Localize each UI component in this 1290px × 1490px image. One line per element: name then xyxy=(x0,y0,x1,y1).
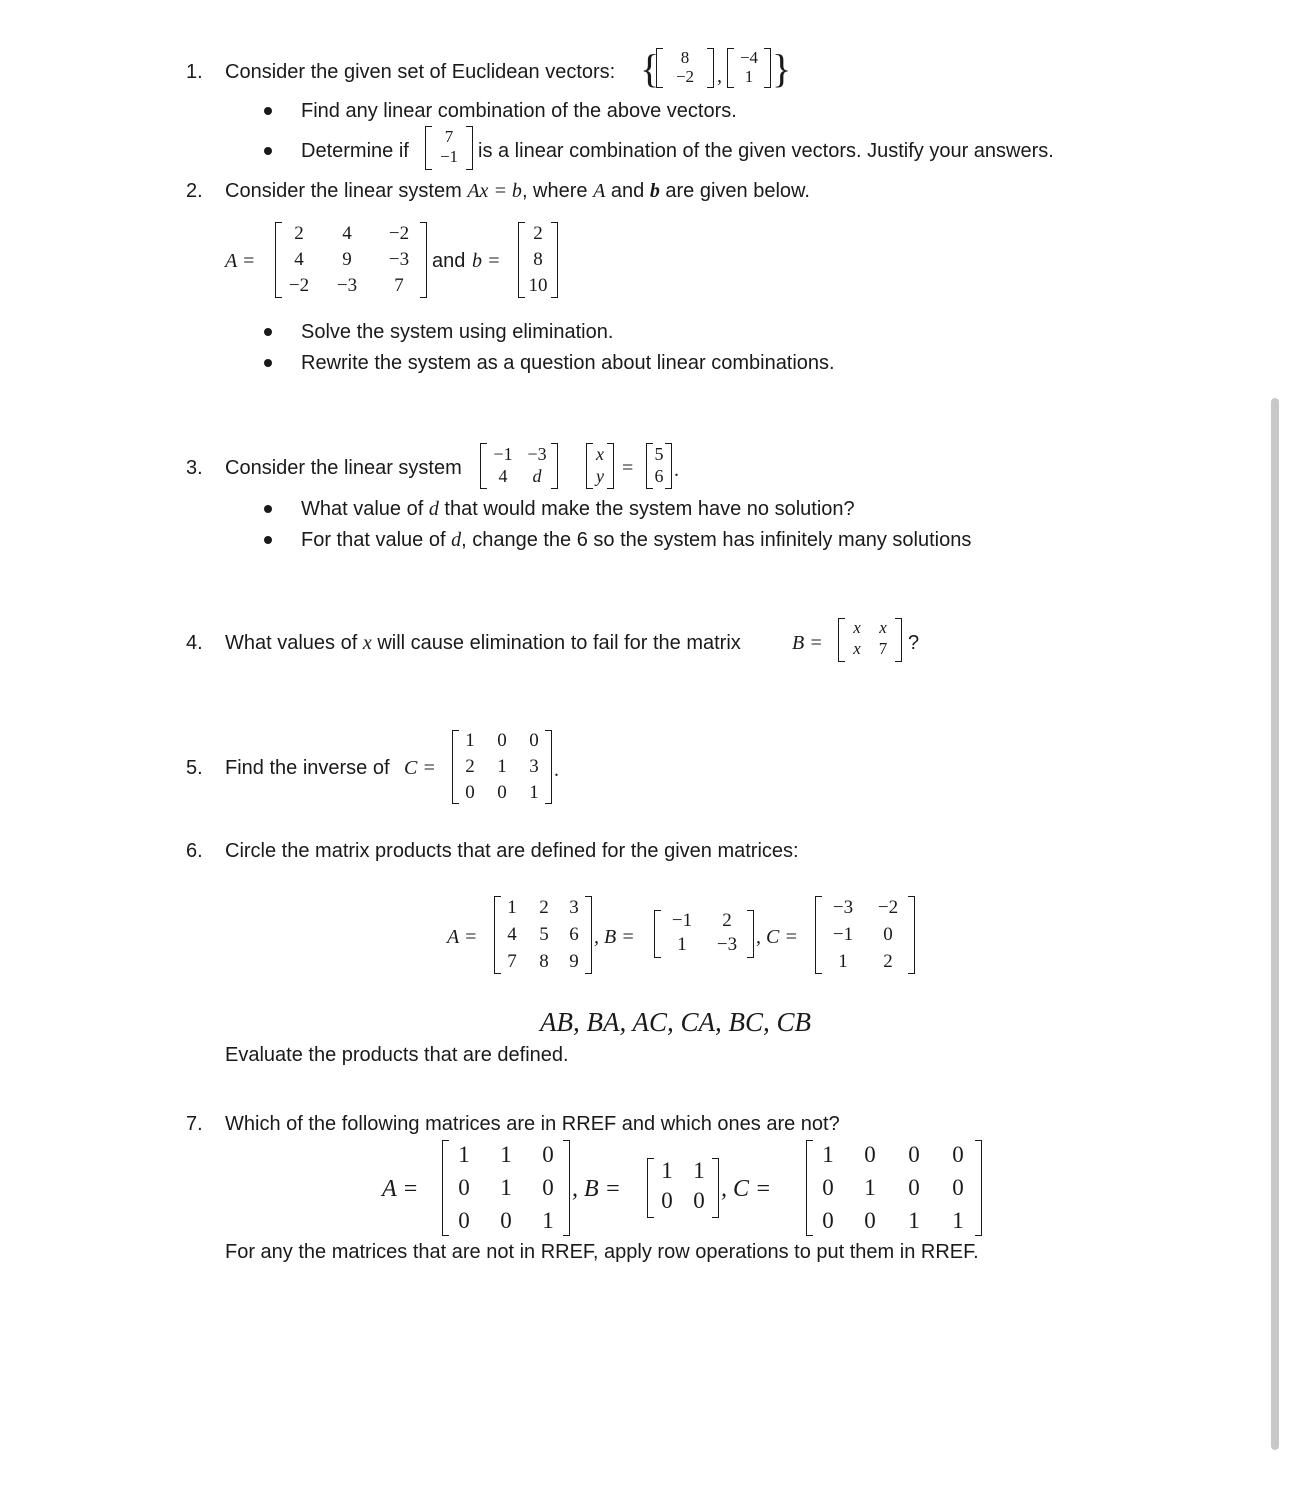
q7-A-cell: 0 xyxy=(458,1175,470,1200)
q6-A-cell: 3 xyxy=(569,897,579,918)
q1-bullet-2-post: is a linear combination of the given vectors. Justify your answers. xyxy=(478,140,1054,162)
q2-equation: Ax = b xyxy=(467,180,522,202)
q5-C-label: C = xyxy=(404,757,436,779)
q1-v2-cell: −4 xyxy=(739,48,759,67)
q1-v3-cell: 7 xyxy=(444,127,454,146)
q3-b2-a: For that value of xyxy=(301,529,446,551)
q2-b-cell: 8 xyxy=(533,249,543,270)
q2-text-2: , where xyxy=(521,180,588,202)
q7-B-cell: 0 xyxy=(693,1188,705,1213)
q1-bullet-2-pre: Determine if xyxy=(301,140,409,162)
q6-matrix-B xyxy=(654,910,754,958)
q1-v3-cell: −1 xyxy=(439,147,459,166)
q2-A-cell: −2 xyxy=(288,275,310,296)
q2-A-label: A = xyxy=(225,250,256,272)
q7-C-label: , C = xyxy=(721,1176,772,1202)
q2-text-3: are given below. xyxy=(665,180,810,202)
q4-number: 4. xyxy=(186,632,203,654)
q1-vector-3 xyxy=(425,126,473,170)
q7-A-label: A = xyxy=(382,1176,419,1202)
q3-text: Consider the linear system xyxy=(225,457,462,479)
q1-open-brace: { xyxy=(640,46,660,91)
q6-B-label: , B = xyxy=(594,926,635,948)
q3-b2-b: , change the 6 so the system has infinitely many solutions xyxy=(461,529,972,551)
q7-C-cell: 1 xyxy=(822,1142,834,1167)
q2-A-cell: 7 xyxy=(394,275,404,296)
q2-b-cell: 10 xyxy=(528,275,548,296)
q7-A-cell: 1 xyxy=(542,1208,554,1233)
q6-A-cell: 5 xyxy=(539,924,549,945)
q4-question-mark: ? xyxy=(908,632,920,654)
q4-B-cell: x xyxy=(853,639,861,658)
q6-matrix-A xyxy=(494,896,592,974)
q5-text: Find the inverse of xyxy=(225,757,390,779)
q7-A-cell: 0 xyxy=(542,1175,554,1200)
q4-text-2: will cause elimination to fail for the matrix xyxy=(377,632,741,654)
q6-evaluate: Evaluate the products that are defined. xyxy=(225,1044,569,1066)
q5-period: . xyxy=(554,759,559,781)
q3-M-cell: −1 xyxy=(493,444,513,464)
q7-A-cell: 0 xyxy=(458,1208,470,1233)
q6-A-cell: 8 xyxy=(539,951,549,972)
q1-v2-cell: 1 xyxy=(744,67,754,86)
q3-vector-X xyxy=(586,443,614,489)
q6-A-label: A = xyxy=(447,926,478,948)
bullet-icon xyxy=(264,505,272,513)
q2-matrix-A xyxy=(275,222,427,298)
q3-b1-b: that would make the system have no solution? xyxy=(444,498,855,520)
bullet-icon xyxy=(264,147,272,155)
q7-matrix-B xyxy=(647,1158,719,1218)
q1-vector-1 xyxy=(656,48,714,88)
q4-text-1: What values of xyxy=(225,632,358,654)
q6-B-cell: −3 xyxy=(716,934,738,955)
q3-X-cell: y xyxy=(596,466,604,486)
q6-C-label: , C = xyxy=(756,926,798,948)
bullet-icon xyxy=(264,328,272,336)
q2-A-cell: 9 xyxy=(342,249,352,270)
q4-B-cell: x xyxy=(853,618,861,637)
q6-C-cell: −2 xyxy=(877,897,899,918)
q3-b2-d: d xyxy=(451,529,462,551)
q7-A-cell: 1 xyxy=(458,1142,470,1167)
q3-M-cell: 4 xyxy=(498,466,508,486)
q3-R-cell: 6 xyxy=(654,466,664,486)
q3-equals: = xyxy=(622,457,634,479)
q6-C-cell: −1 xyxy=(832,924,854,945)
q5-C-cell: 1 xyxy=(529,782,539,803)
q1-bullet-1: Find any linear combination of the above vectors. xyxy=(301,100,737,122)
q7-B-label: , B = xyxy=(572,1176,621,1202)
q3-bullet-1 xyxy=(301,497,855,521)
q7-C-cell: 0 xyxy=(908,1175,920,1200)
q3-vector-R xyxy=(646,443,672,489)
q7-A-cell: 1 xyxy=(500,1175,512,1200)
q2-b-label: b = xyxy=(472,250,501,272)
q6-A-cell: 7 xyxy=(507,951,517,972)
vertical-scrollbar[interactable] xyxy=(1271,398,1279,1450)
q7-C-cell: 0 xyxy=(908,1142,920,1167)
q7-C-cell: 0 xyxy=(864,1142,876,1167)
q7-B-cell: 0 xyxy=(661,1188,673,1213)
q6-products: AB, BA, AC, CA, BC, CB xyxy=(540,1007,811,1037)
q2-vector-b xyxy=(518,222,558,298)
q7-C-cell: 1 xyxy=(908,1208,920,1233)
q2-bullet-1: Solve the system using elimination. xyxy=(301,321,614,343)
bullet-icon xyxy=(264,536,272,544)
q6-A-cell: 2 xyxy=(539,897,549,918)
q2-A-cell: −3 xyxy=(388,249,410,270)
q7-A-cell: 0 xyxy=(542,1142,554,1167)
q3-b1-d: d xyxy=(428,498,439,520)
q7-C-cell: 0 xyxy=(822,1175,834,1200)
q7-text: Which of the following matrices are in RREF and which ones are not? xyxy=(225,1113,840,1135)
q7-C-cell: 0 xyxy=(952,1175,964,1200)
q7-footer: For any the matrices that are not in RREF, apply row operations to put them in RREF. xyxy=(225,1241,979,1263)
q7-B-cell: 1 xyxy=(693,1158,705,1183)
q3-b1-a: What value of xyxy=(301,498,424,520)
q3-M-cell: d xyxy=(532,466,542,486)
q2-number: 2. xyxy=(186,180,203,202)
q7-C-cell: 0 xyxy=(864,1208,876,1233)
q6-A-cell: 1 xyxy=(507,897,517,918)
q6-C-cell: 0 xyxy=(883,924,893,945)
q1-vector-2 xyxy=(727,48,771,88)
q4-B-cell: 7 xyxy=(878,639,888,658)
q2-A-cell: 4 xyxy=(294,249,304,270)
q2-A-symbol: A xyxy=(593,180,606,202)
q6-C-cell: 1 xyxy=(838,951,848,972)
q3-matrix-M xyxy=(480,443,558,489)
q5-number: 5. xyxy=(186,757,203,779)
q2-A-cell: 4 xyxy=(342,223,352,244)
q3-bullet-2 xyxy=(301,528,971,552)
q5-C-cell: 0 xyxy=(497,730,507,751)
q1-comma: , xyxy=(717,65,722,87)
q7-C-cell: 0 xyxy=(952,1142,964,1167)
q6-A-cell: 6 xyxy=(569,924,579,945)
q7-matrix-A xyxy=(442,1140,570,1236)
q2-b-cell: 2 xyxy=(533,223,543,244)
q5-C-cell: 1 xyxy=(465,730,475,751)
q3-R-cell: 5 xyxy=(654,444,664,464)
q2-and-mid: and xyxy=(432,250,466,272)
q6-matrix-C xyxy=(815,896,915,974)
q7-A-cell: 0 xyxy=(500,1208,512,1233)
q6-A-cell: 9 xyxy=(569,951,579,972)
q1-v1-cell: −2 xyxy=(675,67,695,86)
q2-A-cell: −2 xyxy=(388,223,410,244)
q2-text-1: Consider the linear system xyxy=(225,180,462,202)
q1-text: Consider the given set of Euclidean vectors: xyxy=(225,61,616,83)
bullet-icon xyxy=(264,107,272,115)
q6-text: Circle the matrix products that are defined for the given matrices: xyxy=(225,840,799,862)
q5-C-cell: 3 xyxy=(529,756,539,777)
q6-B-cell: −1 xyxy=(671,910,693,931)
q5-C-cell: 2 xyxy=(465,756,475,777)
q7-C-cell: 1 xyxy=(952,1208,964,1233)
q6-C-cell: −3 xyxy=(832,897,854,918)
q4-x: x xyxy=(362,632,372,654)
q3-X-cell: x xyxy=(596,444,604,464)
q7-matrix-C xyxy=(806,1140,982,1236)
q6-number: 6. xyxy=(186,840,203,862)
q6-B-cell: 2 xyxy=(722,910,732,931)
q2-A-cell: 2 xyxy=(294,223,304,244)
q5-matrix-C xyxy=(452,730,552,804)
q2-and: and xyxy=(610,180,645,202)
q1-v1-cell: 8 xyxy=(680,48,690,67)
q2-A-cell: −3 xyxy=(336,275,358,296)
q3-number: 3. xyxy=(186,457,203,479)
q6-A-cell: 4 xyxy=(507,924,517,945)
q5-C-cell: 0 xyxy=(497,782,507,803)
q7-number: 7. xyxy=(186,1113,203,1135)
q2-bullet-2: Rewrite the system as a question about linear combinations. xyxy=(301,352,835,374)
q1-number: 1. xyxy=(186,61,203,83)
q7-A-cell: 1 xyxy=(500,1142,512,1167)
q7-C-cell: 0 xyxy=(822,1208,834,1233)
q1-close-brace: } xyxy=(772,46,792,91)
q4-line xyxy=(225,631,741,655)
q3-period: . xyxy=(674,459,679,481)
q5-C-cell: 1 xyxy=(497,756,507,777)
q6-B-cell: 1 xyxy=(677,934,687,955)
q2-b-symbol: b xyxy=(649,180,660,202)
q4-matrix-B xyxy=(838,618,902,662)
q5-C-cell: 0 xyxy=(529,730,539,751)
q5-C-cell: 0 xyxy=(465,782,475,803)
q3-M-cell: −3 xyxy=(527,444,547,464)
q6-C-cell: 2 xyxy=(883,951,893,972)
q7-B-cell: 1 xyxy=(661,1158,673,1183)
q4-B-label: B = xyxy=(792,632,823,654)
q7-C-cell: 1 xyxy=(864,1175,876,1200)
q4-B-cell: x xyxy=(879,618,887,637)
q2-line xyxy=(225,179,810,203)
bullet-icon xyxy=(264,359,272,367)
